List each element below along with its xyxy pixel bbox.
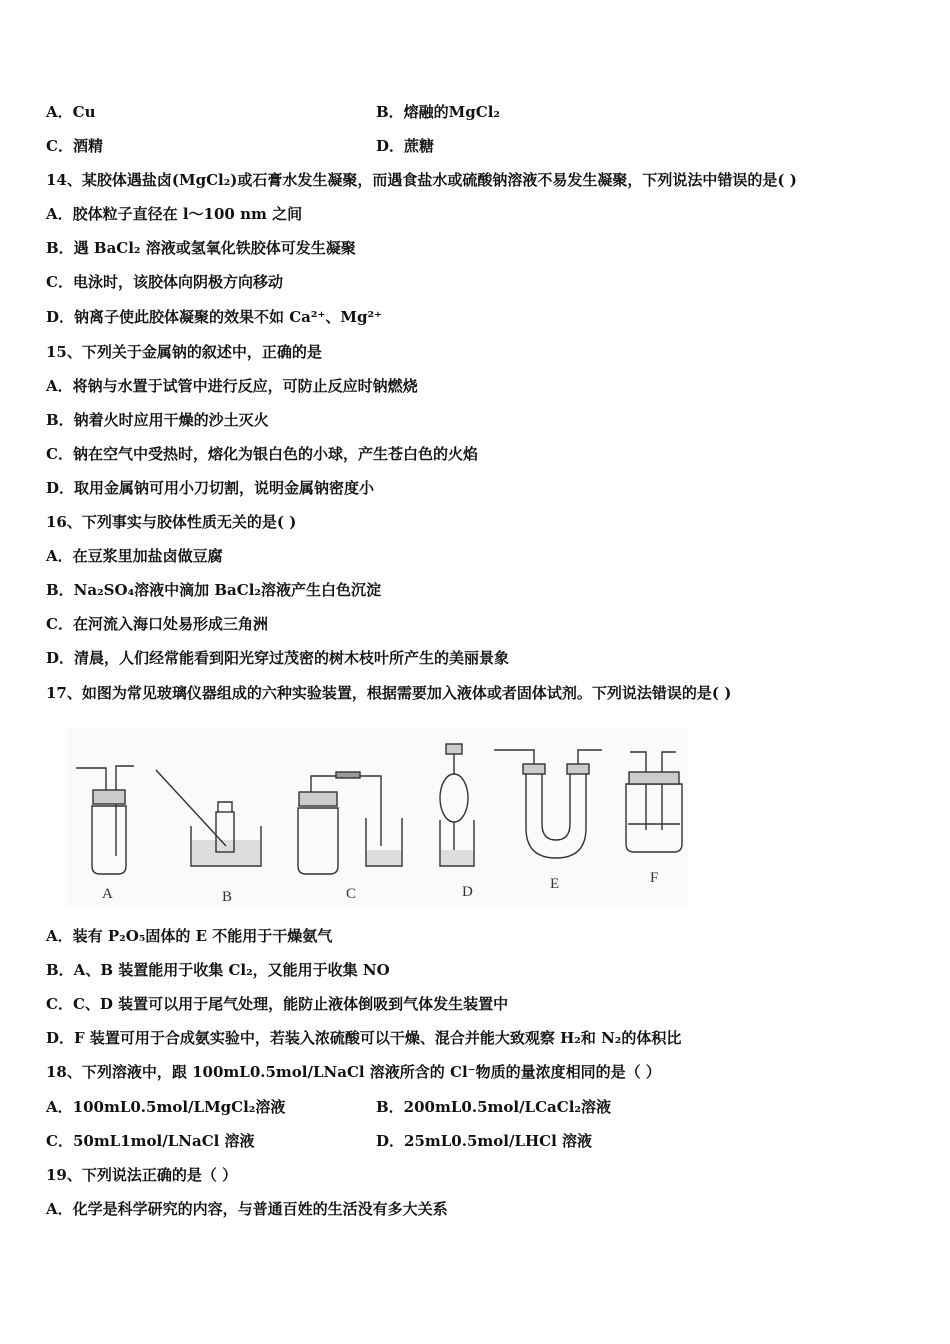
q19-stem: 19、下列说法正确的是（ ）	[46, 1166, 238, 1184]
q15-option-c: C．钠在空气中受热时，熔化为银白色的小球，产生苍白色的火焰	[46, 445, 478, 463]
apparatus-label-e: E	[550, 876, 560, 892]
q19-option-a: A．化学是科学研究的内容，与普通百姓的生活没有多大关系	[46, 1200, 448, 1218]
q16-option-b: B．Na₂SO₄溶液中滴加 BaCl₂溶液产生白色沉淀	[46, 581, 381, 599]
q16-stem: 16、下列事实与胶体性质无关的是( )	[46, 513, 297, 531]
q13-option-d: D．蔗糖	[376, 137, 435, 155]
q13-option-b: B．熔融的MgCl₂	[376, 103, 500, 121]
q17-option-c: C．C、D 装置可以用于尾气处理，能防止液体倒吸到气体发生装置中	[46, 995, 509, 1013]
apparatus-label-a: A	[102, 886, 113, 902]
q14-option-b: B．遇 BaCl₂ 溶液或氢氧化铁胶体可发生凝聚	[46, 239, 356, 257]
q17-option-b: B．A、B 装置能用于收集 Cl₂，又能用于收集 NO	[46, 961, 390, 979]
q14-stem: 14、某胶体遇盐卤(MgCl₂)或石膏水发生凝聚，而遇食盐水或硫酸钠溶液不易发生凝聚，下列说法中错误的是( )	[46, 171, 797, 189]
apparatus-label-c: C	[346, 886, 357, 902]
q16-option-a: A．在豆浆里加盐卤做豆腐	[46, 547, 223, 565]
apparatus-figure	[66, 728, 688, 908]
q15-option-a: A．将钠与水置于试管中进行反应，可防止反应时钠燃烧	[46, 377, 418, 395]
q18-option-b: B．200mL0.5mol/LCaCl₂溶液	[376, 1098, 611, 1116]
q15-stem: 15、下列关于金属钠的叙述中，正确的是	[46, 343, 322, 361]
q14-option-c: C．电泳时，该胶体向阴极方向移动	[46, 273, 283, 291]
q13-option-a: A．Cu	[46, 103, 96, 121]
q16-option-d: D．清晨，人们经常能看到阳光穿过茂密的树木枝叶所产生的美丽景象	[46, 649, 510, 667]
apparatus-label-f: F	[650, 870, 659, 886]
q17-option-a: A．装有 P₂O₅固体的 E 不能用于干燥氨气	[46, 927, 333, 945]
q14-option-a: A．胶体粒子直径在 l～100 nm 之间	[46, 205, 303, 223]
q15-option-d: D．取用金属钠可用小刀切割，说明金属钠密度小	[46, 479, 375, 497]
q18-option-a: A．100mL0.5mol/LMgCl₂溶液	[46, 1098, 286, 1116]
apparatus-label-b: B	[222, 889, 233, 905]
q17-stem: 17、如图为常见玻璃仪器组成的六种实验装置，根据需要加入液体或者固体试剂。下列说法错误的是( )	[46, 684, 732, 702]
q13-option-c: C．酒精	[46, 137, 103, 155]
q16-option-c: C．在河流入海口处易形成三角洲	[46, 615, 268, 633]
q15-option-b: B．钠着火时应用干燥的沙土灭火	[46, 411, 269, 429]
q18-stem: 18、下列溶液中，跟 100mL0.5mol/LNaCl 溶液所含的 Cl⁻物质的量浓度相同的是（ ）	[46, 1063, 661, 1081]
q18-option-d: D．25mL0.5mol/LHCl 溶液	[376, 1132, 593, 1150]
q17-option-d: D．F 装置可用于合成氨实验中，若装入浓硫酸可以干燥、混合并能大致观察 H₂和 N₂的体积比	[46, 1029, 682, 1047]
q14-option-d: D．钠离子使此胶体凝聚的效果不如 Ca²⁺、Mg²⁺	[46, 308, 382, 326]
apparatus-label-d: D	[462, 884, 473, 900]
q18-option-c: C．50mL1mol/LNaCl 溶液	[46, 1132, 255, 1150]
